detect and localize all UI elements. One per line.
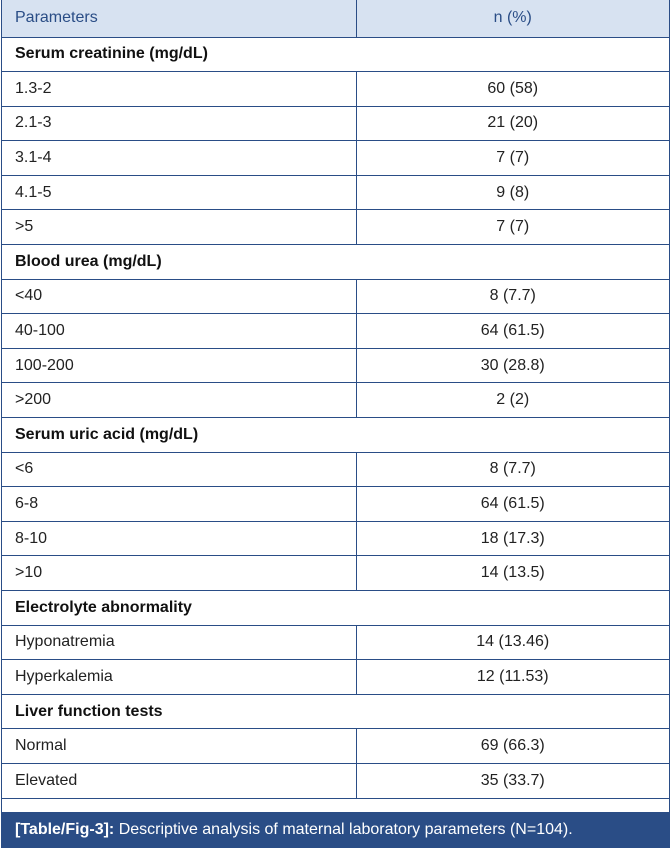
row-value: 21 (20) — [356, 106, 669, 141]
row-value: 2 (2) — [356, 383, 669, 418]
row-value: 60 (58) — [356, 72, 669, 107]
section-title: Liver function tests — [2, 694, 669, 729]
row-value: 35 (33.7) — [356, 763, 669, 798]
section-title: Electrolyte abnormality — [2, 591, 669, 626]
row-label: >200 — [2, 383, 356, 418]
row-value: 12 (11.53) — [356, 660, 669, 695]
table-row — [2, 210, 669, 245]
row-value: 7 (7) — [356, 210, 669, 245]
table-row — [2, 106, 669, 141]
row-value: 18 (17.3) — [356, 521, 669, 556]
row-value: 64 (61.5) — [356, 487, 669, 522]
data-table — [2, 0, 669, 799]
table-figure — [1, 0, 670, 848]
header-n-percent: n (%) — [356, 0, 669, 37]
row-label: <6 — [2, 452, 356, 487]
row-label: Elevated — [2, 763, 356, 798]
row-label: >5 — [2, 210, 356, 245]
section-title: Serum uric acid (mg/dL) — [2, 418, 669, 453]
table-row — [2, 625, 669, 660]
table-row — [2, 314, 669, 349]
row-value: 14 (13.5) — [356, 556, 669, 591]
table-caption — [2, 812, 669, 847]
table-header-row — [2, 0, 669, 37]
row-label: 6-8 — [2, 487, 356, 522]
row-label: Hyponatremia — [2, 625, 356, 660]
row-label: <40 — [2, 279, 356, 314]
caption-ref: [Table/Fig-3]: — [15, 821, 115, 838]
table-row — [2, 763, 669, 798]
row-value: 7 (7) — [356, 141, 669, 176]
section-header-row — [2, 37, 669, 72]
row-label: >10 — [2, 556, 356, 591]
table-row — [2, 556, 669, 591]
section-title: Blood urea (mg/dL) — [2, 245, 669, 280]
caption-text: Descriptive analysis of maternal laboratory parameters (N=104). — [118, 821, 573, 838]
table-row — [2, 279, 669, 314]
table-row — [2, 141, 669, 176]
table-row — [2, 175, 669, 210]
row-value: 8 (7.7) — [356, 452, 669, 487]
table-row — [2, 521, 669, 556]
row-label: 8-10 — [2, 521, 356, 556]
table-row — [2, 729, 669, 764]
section-header-row — [2, 591, 669, 626]
row-value: 69 (66.3) — [356, 729, 669, 764]
row-label: 2.1-3 — [2, 106, 356, 141]
table-row — [2, 72, 669, 107]
row-label: 4.1-5 — [2, 175, 356, 210]
row-label: Hyperkalemia — [2, 660, 356, 695]
row-value: 64 (61.5) — [356, 314, 669, 349]
row-label: Normal — [2, 729, 356, 764]
section-header-row — [2, 245, 669, 280]
table-row — [2, 348, 669, 383]
table-row — [2, 660, 669, 695]
table-body — [2, 37, 669, 798]
row-value: 8 (7.7) — [356, 279, 669, 314]
header-parameters: Parameters — [2, 0, 356, 37]
row-label: 1.3-2 — [2, 72, 356, 107]
row-label: 100-200 — [2, 348, 356, 383]
section-title: Serum creatinine (mg/dL) — [2, 37, 669, 72]
row-label: 40-100 — [2, 314, 356, 349]
section-header-row — [2, 418, 669, 453]
row-value: 30 (28.8) — [356, 348, 669, 383]
row-value: 9 (8) — [356, 175, 669, 210]
section-header-row — [2, 694, 669, 729]
table-row — [2, 383, 669, 418]
table-row — [2, 487, 669, 522]
table-row — [2, 452, 669, 487]
row-label: 3.1-4 — [2, 141, 356, 176]
row-value: 14 (13.46) — [356, 625, 669, 660]
